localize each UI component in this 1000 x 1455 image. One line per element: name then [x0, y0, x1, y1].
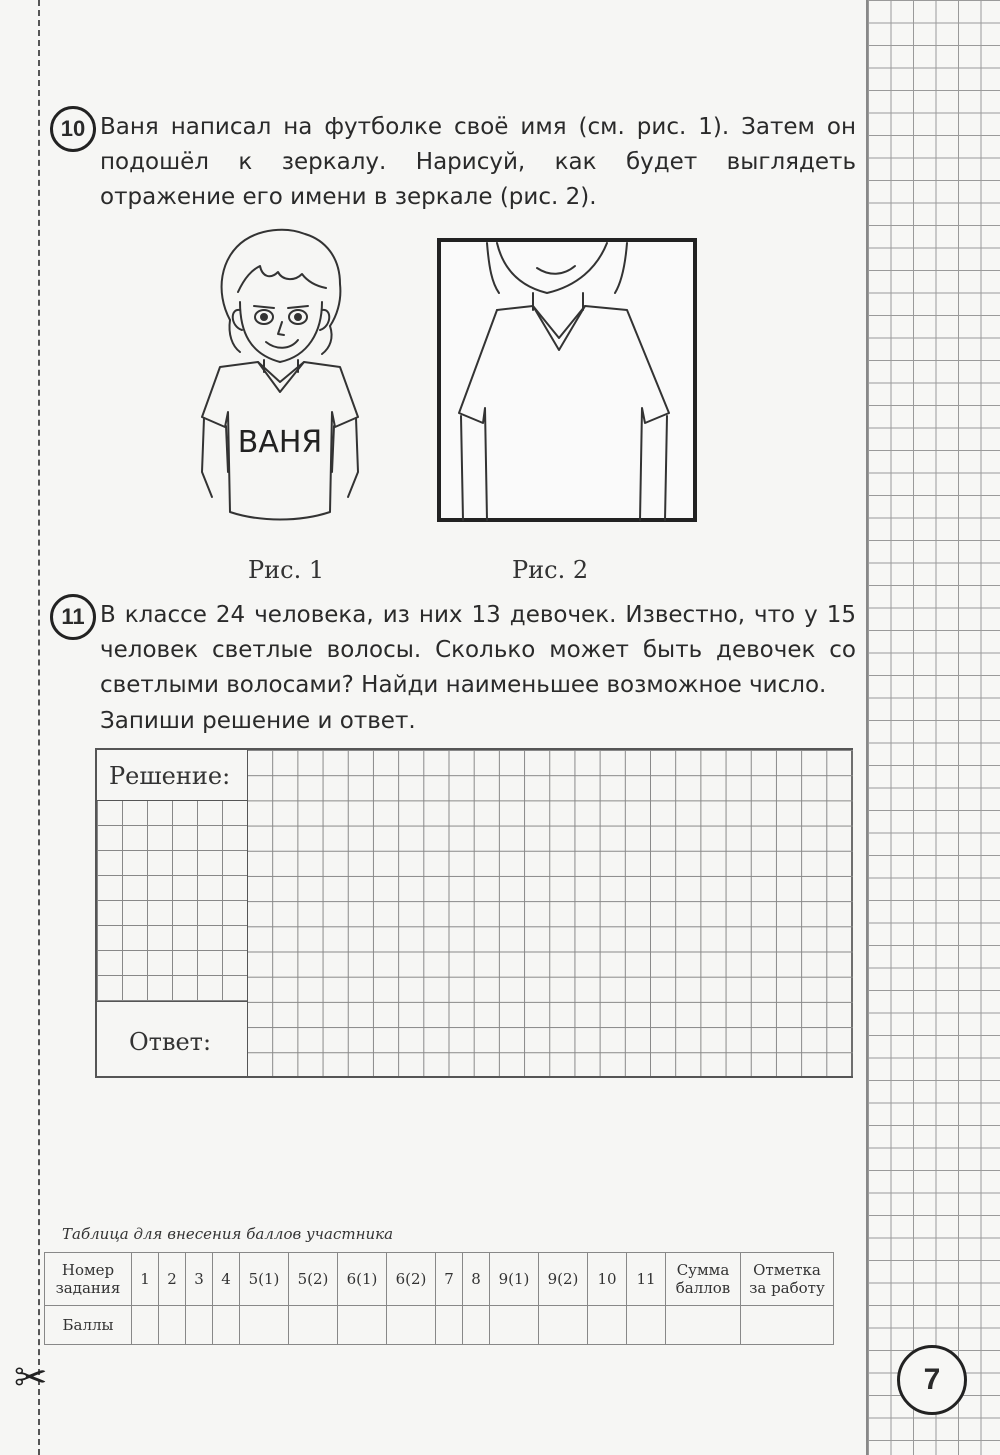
solution-label: Решение:: [109, 762, 231, 790]
score-col: 5(2): [289, 1253, 338, 1306]
score-cell[interactable]: [289, 1306, 338, 1345]
score-col: 6(1): [338, 1253, 387, 1306]
solution-label-divider: [97, 800, 247, 801]
score-table-row1-header: Номер задания: [45, 1253, 132, 1306]
figure-2-mirror: [437, 238, 697, 522]
score-table-row2-header: Баллы: [45, 1306, 132, 1345]
margin-grid: [866, 0, 1000, 1455]
answer-label-divider: [97, 1001, 247, 1002]
score-table: [44, 1252, 834, 1345]
score-col: 9(2): [539, 1253, 588, 1306]
figure-1-boy: [190, 222, 370, 527]
page-number: 7: [897, 1345, 967, 1415]
score-col: 11: [627, 1253, 666, 1306]
shirt-text: ВАНЯ: [237, 425, 323, 460]
answer-label: Ответ:: [129, 1028, 212, 1056]
score-cell-sum[interactable]: [666, 1306, 741, 1345]
score-col-sum: Сумма баллов: [666, 1253, 741, 1306]
score-cell[interactable]: [132, 1306, 159, 1345]
score-col: 7: [436, 1253, 463, 1306]
task-10-text: Ваня написал на футболке своё имя (см. рис. 1). Затем он подошёл к зеркалу. Нарисуй, как будет выглядеть отражение его имени в зеркале (рис. 2).: [100, 114, 856, 210]
score-cell[interactable]: [463, 1306, 490, 1345]
score-cell-grade[interactable]: [741, 1306, 834, 1345]
task-11-text: В классе 24 человека, из них 13 девочек. Известно, что у 15 человек светлые волосы. Сколько может быть девочек со светлыми волосами? Найди наименьшее возможное число.: [100, 602, 856, 698]
score-cell[interactable]: [588, 1306, 627, 1345]
score-col: 10: [588, 1253, 627, 1306]
figure-2-caption: Рис. 2: [512, 556, 589, 584]
task-11-number: 11: [50, 594, 96, 640]
score-col: 9(1): [490, 1253, 539, 1306]
grid-left-border: [247, 750, 248, 1076]
task-10-number: 10: [50, 106, 96, 152]
scissors-icon: ✂: [14, 1355, 48, 1401]
score-cell[interactable]: [539, 1306, 588, 1345]
cut-line: [38, 0, 40, 1455]
score-cell[interactable]: [436, 1306, 463, 1345]
score-cell[interactable]: [387, 1306, 436, 1345]
score-cell[interactable]: [186, 1306, 213, 1345]
solution-box[interactable]: [95, 748, 853, 1078]
score-cell[interactable]: [627, 1306, 666, 1345]
score-col: 2: [159, 1253, 186, 1306]
score-col: 8: [463, 1253, 490, 1306]
solution-grid-right: [247, 750, 853, 1076]
score-table-title: Таблица для внесения баллов участника: [62, 1225, 394, 1243]
score-cell[interactable]: [240, 1306, 289, 1345]
score-cell[interactable]: [490, 1306, 539, 1345]
score-cell[interactable]: [213, 1306, 240, 1345]
score-col: 6(2): [387, 1253, 436, 1306]
score-col: 1: [132, 1253, 159, 1306]
score-col: 5(1): [240, 1253, 289, 1306]
score-col: 4: [213, 1253, 240, 1306]
figure-1-caption: Рис. 1: [248, 556, 325, 584]
task-11-instruction: Запиши решение и ответ.: [100, 708, 416, 734]
score-col: 3: [186, 1253, 213, 1306]
score-col-grade: Отметка за работу: [741, 1253, 834, 1306]
score-cell[interactable]: [338, 1306, 387, 1345]
score-cell[interactable]: [159, 1306, 186, 1345]
solution-grid-left: [97, 800, 247, 1001]
